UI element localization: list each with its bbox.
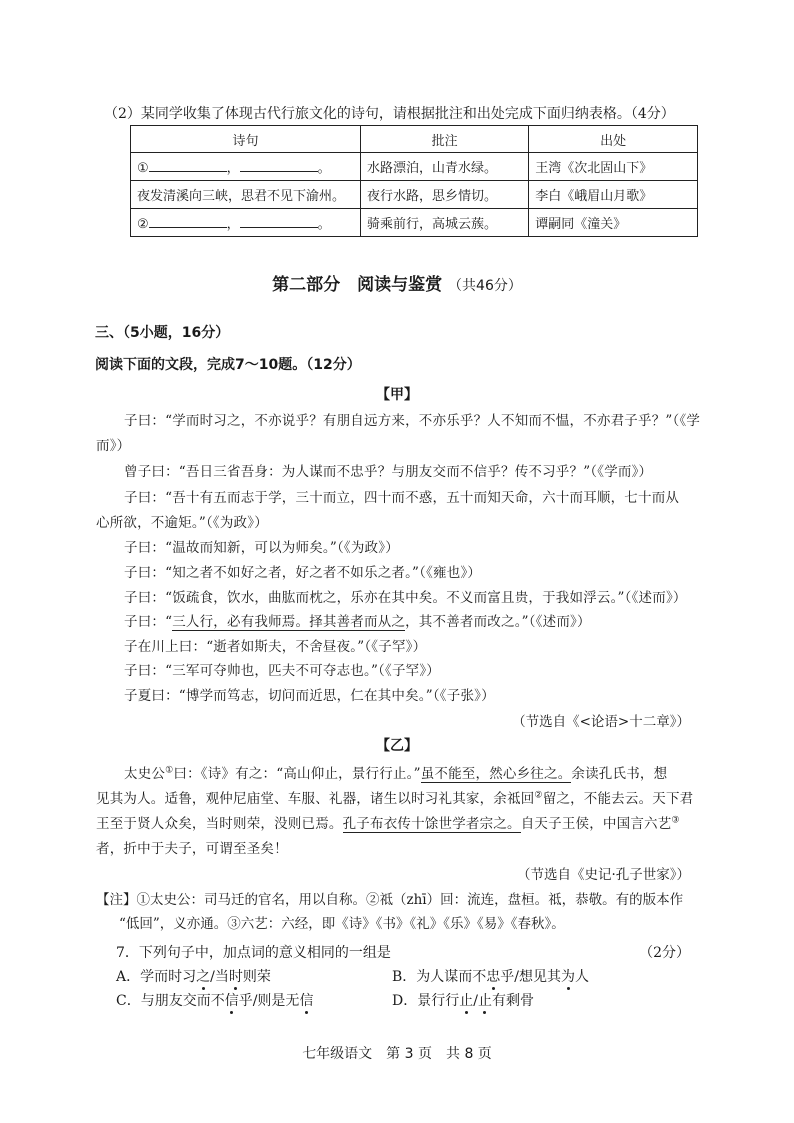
option-d[interactable] xyxy=(392,990,534,1010)
fill-in-line-2[interactable] xyxy=(131,209,361,237)
passage-b-label: 【乙】 xyxy=(376,738,418,754)
source-cell: 王湾《次北固山下》 xyxy=(529,153,698,181)
dotted-word: 止 xyxy=(459,993,474,1009)
comma: ， xyxy=(226,217,240,232)
text: 有剩骨 xyxy=(491,993,534,1009)
period: 。 xyxy=(317,217,331,232)
analects-line: 子夏曰：“博学而笃志，切问而近思，仁在其中矣。”（《子张》） xyxy=(124,688,495,704)
poem-summary-table xyxy=(130,125,698,237)
text: B．为人谋而不 xyxy=(392,969,487,985)
header-note: 批注 xyxy=(361,126,529,153)
text: 乎/想见其 xyxy=(500,969,562,985)
text: 曰：《诗》有之：“高山仰止，景行行止。” xyxy=(173,766,421,782)
text: 乎/则是无 xyxy=(238,993,300,1009)
table-row xyxy=(131,209,698,237)
text: /当 xyxy=(210,969,229,985)
note-cell: 水路漂泊，山青水绿。 xyxy=(361,153,529,181)
text: 人 xyxy=(575,969,590,985)
dotted-word: 忠 xyxy=(486,969,501,985)
question-7-stem: 7．下列句子中，加点词的意义相同的一组是 xyxy=(116,945,391,961)
text: 余读孔氏书，想 xyxy=(571,766,668,782)
page-footer: 七年级语文 第 3 页 共 8 页 xyxy=(302,1046,492,1062)
text: 太史公 xyxy=(124,766,166,782)
header-line: 诗句 xyxy=(131,126,361,153)
text: 王至于贤人众矣，当时则荣，没则已焉。 xyxy=(96,816,343,832)
header-source: 出处 xyxy=(529,126,698,153)
section-3-heading: 三、（5小题，16分） xyxy=(95,325,230,341)
reading-instruction: 阅读下面的文段，完成7～10题。（12分） xyxy=(95,357,361,373)
underlined-sentence: 三人行，必有我师焉。择其善者而从之 xyxy=(172,614,406,630)
dotted-word: 信 xyxy=(299,993,314,1009)
table-row xyxy=(131,181,698,209)
question-2-prompt: （2）某同学收集了体现古代行旅文化的诗句，请根据批注和出处完成下面归纳表格。（4分） xyxy=(104,106,675,122)
note-cell: 骑乘前行，高城云蔟。 xyxy=(361,209,529,237)
answer-blank[interactable] xyxy=(149,159,227,172)
table-header-row xyxy=(131,126,698,153)
answer-blank[interactable] xyxy=(149,215,227,228)
shiji-line xyxy=(124,762,667,782)
passage-a-label: 【甲】 xyxy=(376,387,418,403)
underlined-sentence: 虽不能至，然心乡往之。 xyxy=(420,766,572,782)
passage-a-source: （节选自《<论语>十二章》） xyxy=(512,714,690,730)
footnote-marker: ① xyxy=(165,765,174,776)
dotted-word: 之 xyxy=(196,969,211,985)
dotted-word: 时 xyxy=(228,969,243,985)
text: 自天子王侯，中国言六艺 xyxy=(520,816,672,832)
option-c[interactable] xyxy=(116,990,313,1010)
analects-line: 子在川上曰：“逝者如斯夫，不舍昼夜。”（《子罕》） xyxy=(124,639,427,655)
shiji-line xyxy=(96,787,693,807)
analects-line: 而》） xyxy=(96,438,131,454)
analects-line: 子曰：“学而时习之，不亦说乎？有朋自远方来，不亦乐乎？人不知而不愠，不亦君子乎？”（《学 xyxy=(124,413,701,429)
analects-line: 心所欲，不逾矩。”（《为政》） xyxy=(96,515,268,531)
line-start: 子曰：“ xyxy=(124,614,173,630)
text: D．景行行 xyxy=(392,993,460,1009)
text: 留之，不能去云。天下君 xyxy=(542,791,694,807)
blank-number: ① xyxy=(137,161,149,176)
text: 则荣 xyxy=(242,969,271,985)
analects-line: 子曰：“知之者不如好之者，好之者不如乐之者。”（《雍也》） xyxy=(124,565,482,581)
source-cell: 谭嗣同《潼关》 xyxy=(529,209,698,237)
option-a[interactable] xyxy=(116,966,271,986)
period: 。 xyxy=(317,161,331,176)
part-2-title xyxy=(0,270,794,295)
underlined-sentence: 孔子布衣传十馀世学者宗之。 xyxy=(342,816,521,832)
dotted-word: 止 xyxy=(477,993,492,1009)
comma: ， xyxy=(226,161,240,176)
answer-blank[interactable] xyxy=(240,215,318,228)
analects-line: 子曰：“吾十有五而志于学，三十而立，四十而不惑，五十而知天命，六十而耳顺，七十而从 xyxy=(124,490,680,506)
analects-line-underlined xyxy=(124,610,591,630)
text: 见其为人。适鲁，观仲尼庙堂、车服、礼器，诸生以时习礼其家，余祗回 xyxy=(96,791,535,807)
dotted-word: 信 xyxy=(224,993,239,1009)
line-end: ，其不善者而改之。”（《述而》） xyxy=(405,614,591,630)
annotation-line: 【注】①太史公：司马迁的官名，用以自称。②祗（zhī）回：流连，盘桓。祗，恭敬。有的版本作 xyxy=(96,892,684,908)
shiji-line xyxy=(96,812,680,832)
option-b[interactable] xyxy=(392,966,589,986)
footnote-marker: ③ xyxy=(671,815,680,826)
answer-blank[interactable] xyxy=(240,159,318,172)
shiji-line: 者，折中于夫子，可谓至圣矣！ xyxy=(96,841,288,857)
text: C．与朋友交而不 xyxy=(116,993,225,1009)
analects-line: 子曰：“三军可夺帅也，匹夫不可夺志也。”（《子罕》） xyxy=(124,663,441,679)
footnote-marker: ② xyxy=(534,790,543,801)
part-title-text: 第二部分 阅读与鉴赏 xyxy=(272,275,443,295)
passage-b-source: （节选自《史记·孔子世家》） xyxy=(516,867,690,883)
line-cell: 夜发清溪向三峡，思君不见下渝州。 xyxy=(131,181,361,209)
analects-line: 子曰：“温故而知新，可以为师矣。”（《为政》） xyxy=(124,540,399,556)
text: A．学而时习 xyxy=(116,969,197,985)
note-cell: 夜行水路，思乡情切。 xyxy=(361,181,529,209)
part-score: （共46分） xyxy=(448,278,522,294)
annotation-line: “低回”，义亦通。③六艺：六经，即《诗》《书》《礼》《乐》《易》《春秋》。 xyxy=(119,916,565,932)
blank-number: ② xyxy=(137,217,149,232)
question-7-points: （2分） xyxy=(639,945,690,961)
analects-line: 曾子曰：“吾日三省吾身：为人谋而不忠乎？与朋友交而不信乎？传不习乎？”（《学而》） xyxy=(124,464,653,480)
source-cell: 李白《峨眉山月歌》 xyxy=(529,181,698,209)
table-row xyxy=(131,153,698,181)
text: / xyxy=(473,993,478,1009)
fill-in-line-1[interactable] xyxy=(131,153,361,181)
dotted-word: 为 xyxy=(561,969,576,985)
analects-line: 子曰：“饭疏食，饮水，曲肱而枕之，乐亦在其中矣。不义而富且贵，于我如浮云。”（《述而》） xyxy=(124,590,687,606)
